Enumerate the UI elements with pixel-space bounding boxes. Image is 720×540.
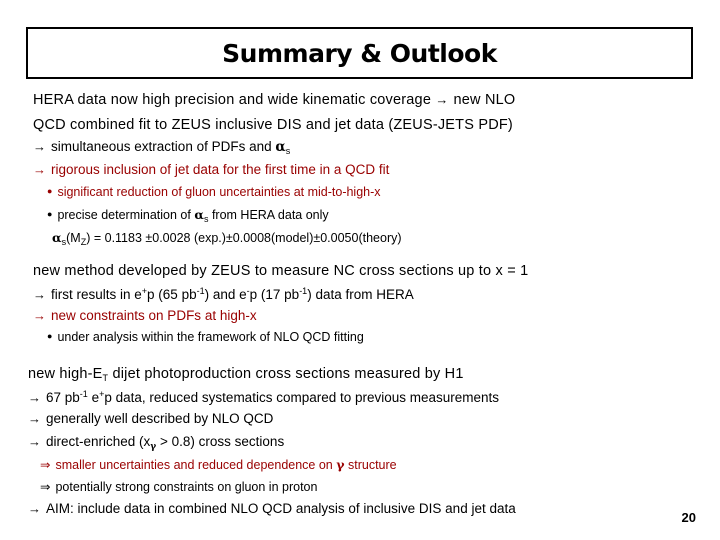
- line-new-method: new method developed by ZEUS to measure NC cross sections up to x = 1: [33, 263, 529, 279]
- bullet-icon: ●: [47, 331, 53, 341]
- arrow-icon: →: [33, 139, 46, 154]
- line-text: precise determination of: [57, 208, 191, 222]
- subscript: Z: [80, 237, 87, 247]
- slide-title: Summary & Outlook: [222, 39, 497, 68]
- alpha-symbol: α: [194, 207, 204, 222]
- line-text: from HERA data only: [211, 208, 329, 222]
- line-rigorous: [33, 162, 389, 177]
- line-dijet: [28, 366, 464, 383]
- title-box: [26, 27, 693, 79]
- line-text: generally well described by NLO QCD: [46, 411, 274, 426]
- arrow-icon: →: [28, 434, 41, 449]
- line-text: > 0.8) cross sections: [160, 434, 285, 449]
- line-strong-constraints: [40, 479, 317, 494]
- line-simultaneous: [33, 139, 290, 156]
- line-text: e: [91, 390, 100, 405]
- line-text: simultaneous extraction of PDFs and: [51, 139, 272, 154]
- line-text: 67 pb: [46, 390, 80, 405]
- subscript: s: [285, 146, 291, 156]
- alpha-symbol: α: [275, 139, 286, 155]
- line-text: smaller uncertainties and reduced dependence on: [55, 458, 333, 472]
- line-text: ) = 0.1183 ±0.0028 (exp.)±0.0008(model)±0.0050(theory): [86, 231, 402, 245]
- line-first-results: [33, 286, 414, 302]
- arrow-icon: →: [435, 92, 449, 107]
- line-text: ) and e: [204, 287, 247, 302]
- superscript: -1: [79, 389, 88, 399]
- subscript: T: [102, 373, 109, 383]
- line-new-constraints: [33, 308, 257, 323]
- gamma-symbol: γ: [150, 442, 157, 452]
- arrow-icon: →: [28, 501, 41, 516]
- double-arrow-icon: ⇒: [40, 480, 51, 494]
- line-precise: [47, 207, 329, 224]
- line-under-analysis: [47, 330, 364, 344]
- line-text: direct-enriched (x: [46, 434, 151, 449]
- bullet-icon: ●: [47, 209, 53, 219]
- arrow-icon: →: [33, 308, 46, 323]
- line-text: significant reduction of gluon uncertainties at mid-to-high-x: [57, 185, 381, 199]
- line-text: p data, reduced systematics compared to previous measurements: [104, 390, 500, 405]
- line-text: rigorous inclusion of jet data for the first time in a QCD fit: [51, 162, 390, 177]
- superscript: +: [141, 286, 148, 296]
- arrow-icon: →: [28, 390, 41, 405]
- line-text: new NLO: [453, 92, 516, 108]
- line-text: HERA data now high precision and wide kinematic coverage: [33, 92, 432, 108]
- arrow-icon: →: [28, 411, 41, 426]
- line-direct-enriched: [28, 434, 284, 452]
- line-text: (M: [66, 231, 81, 245]
- line-text: p (17 pb: [249, 287, 300, 302]
- gamma-symbol: γ: [336, 457, 345, 472]
- line-text: ) data from HERA: [307, 287, 414, 302]
- line-text: under analysis within the framework of NLO QCD fitting: [57, 330, 364, 344]
- arrow-icon: →: [33, 287, 46, 302]
- subscript: s: [203, 214, 209, 224]
- double-arrow-icon: ⇒: [40, 458, 51, 472]
- line-text: new high-E: [28, 366, 103, 382]
- line-text: p (65 pb: [147, 287, 197, 302]
- superscript: -1: [299, 286, 308, 296]
- line-hera: [33, 92, 515, 108]
- superscript: -: [246, 286, 250, 296]
- subscript: s: [61, 237, 67, 247]
- line-text: potentially strong constraints on gluon in proton: [55, 480, 318, 494]
- line-alphas-value: [52, 230, 402, 247]
- page-number: 20: [681, 510, 696, 525]
- superscript: +: [99, 389, 105, 399]
- alpha-symbol: α: [52, 230, 62, 245]
- line-text: new constraints on PDFs at high-x: [51, 308, 257, 323]
- line-text: dijet photoproduction cross sections measured by H1: [112, 366, 464, 382]
- superscript: -1: [196, 286, 205, 296]
- arrow-icon: →: [33, 162, 46, 177]
- bullet-icon: ●: [47, 186, 53, 196]
- line-aim: [28, 501, 516, 516]
- line-smaller-uncertainties: [40, 457, 397, 472]
- line-text: first results in e: [51, 287, 142, 302]
- line-67pb: [28, 389, 499, 405]
- line-text: structure: [348, 458, 397, 472]
- line-gluon-uncertainty: [47, 185, 381, 199]
- line-qcd-fit: QCD combined fit to ZEUS inclusive DIS and jet data (ZEUS-JETS PDF): [33, 117, 513, 133]
- line-text: AIM: include data in combined NLO QCD analysis of inclusive DIS and jet data: [46, 501, 516, 516]
- line-nlo-qcd: [28, 411, 273, 426]
